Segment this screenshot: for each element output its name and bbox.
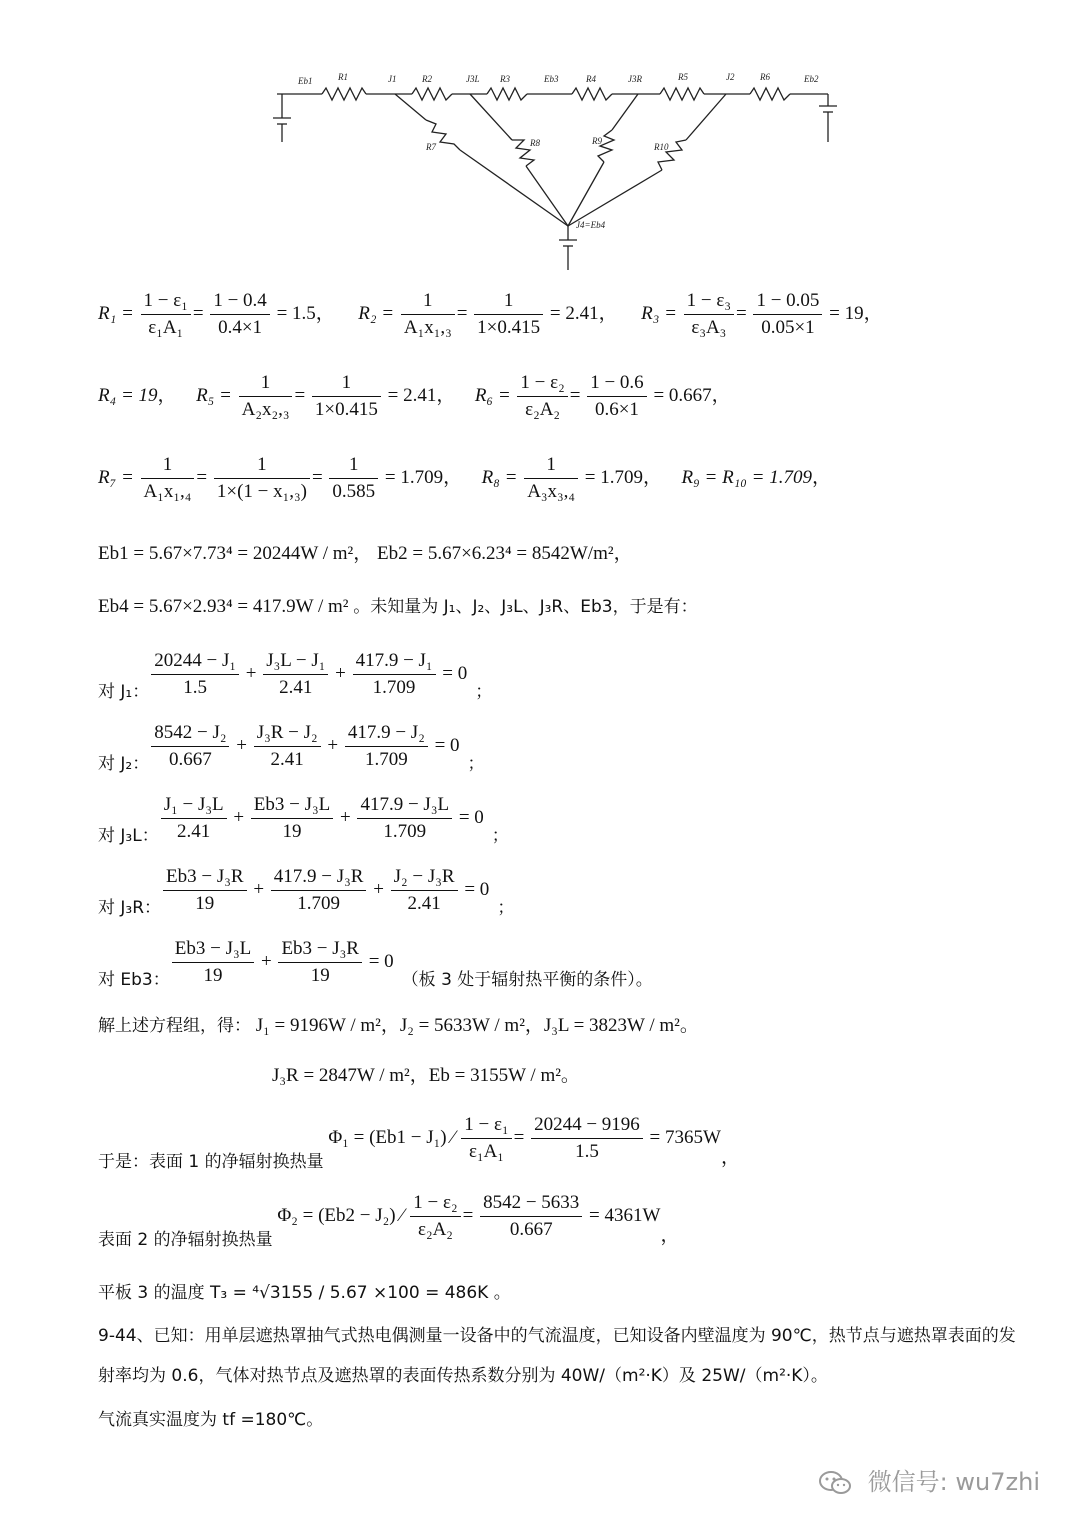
term-denominator: 1.5 (183, 677, 207, 698)
node-equation-semicolon: ； (467, 753, 485, 774)
node-equation-term (151, 648, 239, 701)
plus-sign: + (368, 878, 389, 900)
wechat-icon (818, 1470, 852, 1496)
phi1-den2: 1.5 (575, 1141, 599, 1162)
phi1-comma: ， (720, 1146, 740, 1168)
term-denominator: 1.709 (297, 893, 340, 914)
term-numerator: 20244 − J₁ (151, 648, 239, 675)
phi2-den1: ε₂A₂ (417, 1219, 453, 1240)
r3-lhs: R₃ = (641, 302, 677, 324)
node-equation-label: 对 Eb3： (98, 969, 170, 990)
r3-den1: ε₃A₃ (691, 317, 727, 338)
node-equation-term (357, 792, 452, 845)
node-equation-label: 对 J₃L： (98, 825, 159, 846)
node-label-r4: R4 (586, 74, 596, 84)
node-equation-note: （板 3 处于辐射热平衡的条件）。 (401, 969, 653, 990)
wechat-watermark (818, 1462, 1040, 1497)
r1-lhs: R₁ = (98, 302, 134, 324)
r2-den2: 1×0.415 (477, 317, 541, 338)
eb1-equation: Eb1 = 5.67×7.73⁴ = 20244W / m² (98, 543, 354, 564)
eb4-equation: Eb4 = 5.67×2.93⁴ = 417.9W / m² (98, 596, 349, 617)
r2-den1: A₁x₁,₃ (403, 317, 452, 338)
equals-zero: = 0 (363, 950, 394, 972)
r1-frac-symbolic (141, 288, 191, 341)
node-equation-term (278, 936, 362, 989)
node-equation-semicolon: ； (497, 897, 515, 918)
r5-den2: 1×0.415 (314, 399, 378, 420)
node-label-eb1: Eb1 (298, 76, 313, 86)
node-equation-label: 对 J₁： (98, 681, 150, 702)
phi2-comma: ， (660, 1224, 680, 1246)
term-numerator: J₂ − J₃R (391, 864, 458, 891)
node-label-r6: R6 (760, 72, 770, 82)
phi1-frac-resistance (461, 1112, 511, 1165)
r6-num2: 1 − 0.6 (587, 370, 646, 397)
r6-den1: ε₂A₂ (525, 399, 561, 420)
eb2-comma: ， (613, 543, 633, 564)
node-label-r8: R8 (530, 138, 540, 148)
r6-lhs: R₆ = (474, 384, 511, 406)
term-numerator: J₁ − J₃L (161, 792, 227, 819)
resistance-row-3: R₇ = $\frac{1}{\text{A₁x₁,₄}}$ = $\frac{1}{\text{1×(1 − x₁,₃)}}$ = $\frac{1}{0.585}$ = 1.709， R₈ = $\frac{1}{\text{A₃x₃,₄}}$ = 1.709， R₉ = R₁₀ = 1.709， (98, 452, 831, 505)
equals-zero: = 0 (429, 734, 460, 756)
term-numerator: J₃L − J₁ (263, 648, 328, 675)
solution-values-2: J₃R = 2847W / m²，Eb = 3155W / m²。 (272, 1065, 580, 1086)
node-equation-label: 对 J₂： (98, 753, 150, 774)
problem-9-44-last-line: 气流真实温度为 tf =180℃。 (98, 1410, 324, 1430)
phi1-lhs: Φ₁ = (Eb1 − J₁) ⁄ (328, 1126, 455, 1148)
plus-sign: + (322, 734, 343, 756)
phi1-frac-numeric (531, 1112, 643, 1165)
r3-value: = 19 (829, 302, 864, 324)
r6-frac-symbolic (517, 370, 567, 423)
plus-sign: + (335, 806, 356, 828)
node-equation-term (251, 792, 333, 845)
plus-sign: + (228, 806, 249, 828)
r8-num1: 1 (524, 452, 578, 479)
phi1-prefix: 于是：表面 1 的净辐射换热量 (98, 1151, 324, 1172)
r7-value: = 1.709 (384, 466, 444, 488)
node-equation-4 (98, 864, 514, 917)
node-equation-term (353, 648, 436, 701)
node-label-r9: R9 (592, 136, 602, 146)
r2-comma: ， (598, 302, 618, 324)
node-equation-term (391, 864, 458, 917)
node-label-r7: R7 (426, 142, 436, 152)
r2-frac-numeric (474, 288, 543, 341)
r7-den1: A₁x₁,₄ (143, 481, 192, 502)
r7-lhs: R₇ = (98, 466, 134, 488)
equals-zero: = 0 (459, 878, 490, 900)
plus-sign: + (248, 878, 269, 900)
node-equation-term (254, 720, 321, 773)
node-label-eb2: Eb2 (804, 74, 819, 84)
phi2-frac-numeric (480, 1190, 582, 1243)
node-label-j3r: J3R (628, 74, 642, 84)
r9-comma: ， (811, 466, 831, 488)
term-denominator: 2.41 (270, 749, 304, 770)
node-equation-term (271, 864, 367, 917)
phi2-num2: 8542 − 5633 (480, 1190, 582, 1217)
r6-frac-numeric (587, 370, 646, 423)
r2-num1: 1 (401, 288, 455, 315)
node-equation-label: 对 J₃R： (98, 897, 162, 918)
node-equation-semicolon: ； (475, 681, 493, 702)
node-equation-term (151, 720, 229, 773)
term-numerator: Eb3 − J₃R (163, 864, 247, 891)
r3-den2: 0.05×1 (761, 317, 815, 338)
r1-den1: ε₁A₁ (148, 317, 184, 338)
blackbody-emissive-power-row-1 (98, 538, 633, 565)
r5-den1: A₂x₂,₃ (241, 399, 290, 420)
term-denominator: 1.709 (383, 821, 427, 842)
node-label-eb3: Eb3 (544, 74, 559, 84)
r2-value: = 2.41 (549, 302, 599, 324)
plate3-temperature-line (98, 1278, 511, 1304)
r7-num1: 1 (141, 452, 195, 479)
term-numerator: 417.9 − J₁ (353, 648, 436, 675)
r3-frac-symbolic (684, 288, 734, 341)
phi1-value: = 7365W (649, 1126, 721, 1148)
phi1-num1: 1 − ε₁ (461, 1112, 511, 1139)
phi2-num1: 1 − ε₂ (410, 1190, 460, 1217)
phi2-prefix: 表面 2 的净辐射换热量 (98, 1229, 273, 1250)
r1-value: = 1.5 (276, 302, 316, 324)
r2-frac-symbolic (401, 288, 455, 341)
plus-sign: + (330, 662, 351, 684)
r1-frac-numeric (210, 288, 269, 341)
problem-9-44-text: 9-44、已知：用单层遮热罩抽气式热电偶测量一设备中的气流温度，已知设备内壁温度为 90℃，热节点与遮热罩表面的发射率均为 0.6，气体对热节点及遮热罩的表面传热系数分别为 40W/（m²·K）及 25W/（m²·K）。 (98, 1326, 1016, 1386)
r6-den2: 0.6×1 (594, 399, 639, 420)
node-equation-term (163, 864, 247, 917)
resistance-row-1: R₁ = $\frac{\text{1 − ε₁}}{\text{ε₁A₁}}$ = $\frac{1 - 0.4}{0.4\times 1}$ = 1.5， R₂ = $\frac{1}{\text{A₁x₁,₃}}$ = $\frac{1}{1\times 0.415}$ = 2.41， R₃ = $\frac{\text{1 − ε₃}}{\text{ε₃A₃}}$ = $\frac{1 - 0.05}{0.05\times 1}$ = 19， (98, 288, 883, 341)
r4-equation: R₄ = 19 (98, 384, 158, 406)
r1-den2: 0.4×1 (218, 317, 263, 338)
node-label-r3: R3 (500, 74, 510, 84)
r3-num1: 1 − ε₃ (684, 288, 734, 315)
blackbody-emissive-power-row-2 (98, 592, 698, 618)
r2-lhs: R₂ = (358, 302, 395, 324)
r5-num1: 1 (239, 370, 293, 397)
eb1-comma: ， (353, 543, 373, 564)
plus-sign: + (240, 662, 262, 684)
r8-frac-symbolic (524, 452, 578, 505)
term-denominator: 19 (195, 893, 215, 914)
solution-values-1: J₁ = 9196W / m²，J₂ = 5633W / m²，J₃L = 3823W / m²。 (255, 1015, 699, 1036)
term-denominator: 19 (310, 965, 330, 986)
solution-intro: 解上述方程组，得： (98, 1016, 251, 1036)
plate3-temperature-text: 平板 3 的温度 T₃ = ⁴√3155 / 5.67 ×100 = 486K 。 (98, 1283, 511, 1303)
term-numerator: Eb3 − J₃L (251, 792, 333, 819)
r7-num2: 1 (214, 452, 310, 479)
term-denominator: 0.667 (168, 749, 212, 770)
r3-comma: ， (863, 302, 883, 324)
node-label-r5: R5 (678, 72, 688, 82)
equals-zero: = 0 (454, 806, 484, 828)
r1-comma: ， (315, 302, 335, 324)
node-equation-1 (98, 648, 492, 701)
term-numerator: 8542 − J₂ (151, 720, 229, 747)
phi1-equation-row: 于是：表面 1 的净辐射换热量 Φ₁ = (Eb1 − J₁) ⁄ $\frac{\text{1 − ε₁}}{\text{ε₁A₁}}$ = $\frac{20244 - 9196}{1.5}$ = 7365W， (98, 1114, 740, 1172)
node-label-j1: J1 (388, 74, 397, 84)
solution-line-2 (272, 1060, 580, 1087)
node-label-j3l: J3L (466, 74, 480, 84)
term-numerator: J₃R − J₂ (254, 720, 321, 747)
term-denominator: 1.709 (364, 749, 408, 770)
resistance-row-2: R₄ = 19， R₅ = $\frac{1}{\text{A₂x₂,₃}}$ = $\frac{1}{1\times 0.415}$ = 2.41， R₆ = $\frac{\text{1 − ε₂}}{\text{ε₂A₂}}$ = $\frac{1 - 0.6}{0.6\times 1}$ = 0.667， (98, 370, 731, 423)
r6-num1: 1 − ε₂ (517, 370, 567, 397)
node-equation-term (345, 720, 428, 773)
phi2-equation-row: 表面 2 的净辐射换热量 Φ₂ = (Eb2 − J₂) ⁄ $\frac{\text{1 − ε₂}}{\text{ε₂A₂}}$ = $\frac{8542 - 5633}{0.667}$ = 4361W， (98, 1192, 680, 1250)
r6-value: = 0.667 (653, 384, 712, 406)
phi2-lhs: Φ₂ = (Eb2 − J₂) ⁄ (277, 1204, 404, 1226)
node-equation-term (161, 792, 227, 845)
term-denominator: 2.41 (407, 893, 441, 914)
r8-lhs: R₈ = (481, 466, 518, 488)
phi1-den1: ε₁A₁ (468, 1141, 504, 1162)
term-numerator: 417.9 − J₃L (357, 792, 452, 819)
r5-frac-numeric (312, 370, 381, 423)
r7-den3: 0.585 (332, 481, 376, 502)
node-label-j2: J2 (726, 72, 735, 82)
term-numerator: Eb3 − J₃R (278, 936, 362, 963)
term-denominator: 1.709 (372, 677, 416, 698)
r1-num2: 1 − 0.4 (210, 288, 269, 315)
r8-value: = 1.709 (584, 466, 644, 488)
phi1-num2: 20244 − 9196 (531, 1112, 643, 1139)
r5-comma: ， (436, 384, 456, 406)
r6-comma: ， (711, 384, 731, 406)
solution-line-1 (98, 1010, 699, 1037)
node-label-r1: R1 (338, 72, 348, 82)
unknowns-statement: 。未知量为 J₁、J₂、J₃L、J₃R、Eb3，于是有： (353, 597, 698, 617)
r5-lhs: R₅ = (196, 384, 232, 406)
r8-den1: A₃x₃,₄ (527, 481, 576, 502)
node-label-r10: R10 (654, 142, 669, 152)
term-denominator: 19 (282, 821, 302, 842)
phi2-value: = 4361W (589, 1204, 661, 1226)
r3-frac-numeric (753, 288, 822, 341)
r3-num2: 1 − 0.05 (753, 288, 822, 315)
r7-frac-expanded (214, 452, 310, 505)
node-label-j4: J4=Eb4 (576, 220, 606, 230)
node-equation-term (263, 648, 328, 701)
plus-sign: + (231, 734, 252, 756)
node-equation-5 (98, 936, 653, 989)
r5-value: = 2.41 (387, 384, 437, 406)
phi2-frac-resistance (410, 1190, 460, 1243)
term-numerator: Eb3 − J₃L (172, 936, 254, 963)
r4-comma: ， (157, 384, 177, 406)
term-denominator: 2.41 (279, 677, 313, 698)
phi2-den2: 0.667 (509, 1219, 553, 1240)
equals-zero: = 0 (437, 662, 468, 684)
node-label-r2: R2 (422, 74, 432, 84)
r2-num2: 1 (474, 288, 543, 315)
r9-r10-equation: R₉ = R₁₀ = 1.709 (681, 466, 812, 488)
term-denominator: 19 (203, 965, 223, 986)
r8-comma: ， (643, 466, 663, 488)
r7-frac-symbolic (141, 452, 195, 505)
radiation-network-diagram (0, 0, 1080, 280)
r5-frac-symbolic (239, 370, 293, 423)
r7-num3: 1 (329, 452, 378, 479)
watermark-text: 微信号: wu7zhi (867, 1468, 1040, 1496)
eb2-equation: Eb2 = 5.67×6.23⁴ = 8542W/m² (377, 543, 614, 564)
term-numerator: 417.9 − J₃R (271, 864, 367, 891)
r1-num1: 1 − ε₁ (141, 288, 191, 315)
node-equation-term (172, 936, 254, 989)
r5-num2: 1 (312, 370, 381, 397)
r7-den2: 1×(1 − x₁,₃) (216, 481, 307, 502)
r7-frac-numeric (329, 452, 378, 505)
node-equation-3 (98, 792, 509, 845)
node-equation-semicolon: ； (491, 825, 509, 846)
term-numerator: 417.9 − J₂ (345, 720, 428, 747)
node-equation-2 (98, 720, 485, 773)
plus-sign: + (256, 950, 277, 972)
r7-comma: ， (443, 466, 463, 488)
term-denominator: 2.41 (177, 821, 211, 842)
